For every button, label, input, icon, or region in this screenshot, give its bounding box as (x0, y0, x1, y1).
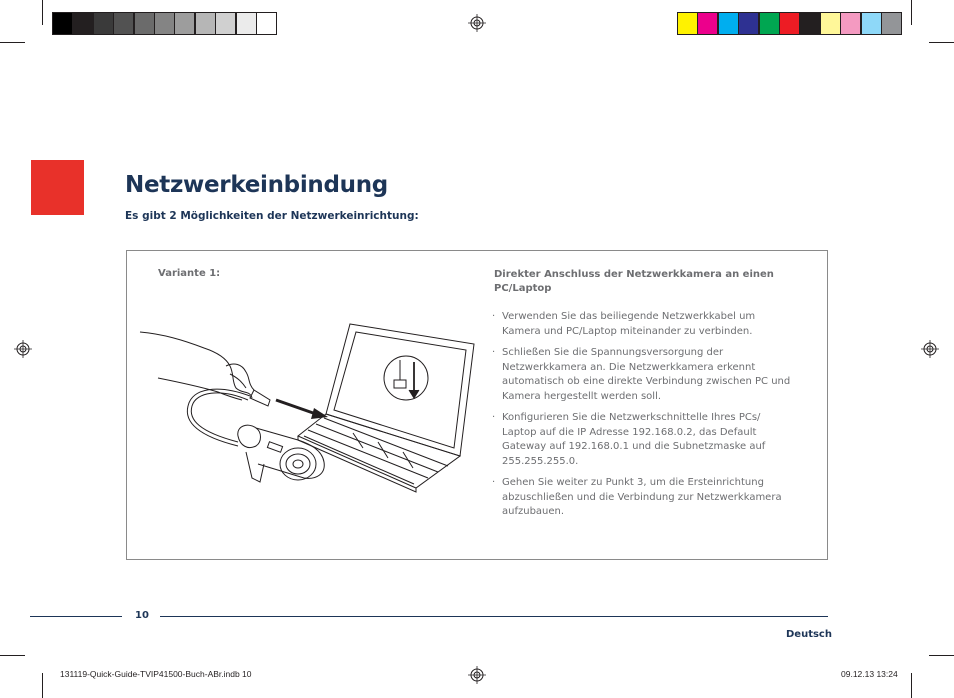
color-swatch (882, 13, 901, 34)
color-swatch (841, 13, 860, 34)
color-swatch (800, 13, 819, 34)
color-swatch (73, 13, 92, 34)
color-swatch (678, 13, 697, 34)
section-heading: Direkter Anschluss der Netzwerkkamera an einen PC/Laptop (494, 269, 774, 294)
color-swatch (53, 13, 72, 34)
bullet-marker: · (492, 347, 496, 358)
crop-mark (0, 42, 25, 43)
list-item (492, 476, 792, 520)
list-item (492, 346, 792, 404)
registration-mark-icon (468, 666, 486, 684)
color-swatch (237, 13, 256, 34)
bullet-marker: · (492, 477, 496, 488)
color-swatch (155, 13, 174, 34)
crop-mark (929, 655, 954, 656)
instruction-list (492, 310, 792, 527)
registration-mark-icon (468, 14, 486, 32)
color-swatch (94, 13, 113, 34)
color-swatch (780, 13, 799, 34)
list-item (492, 310, 792, 339)
crop-mark (42, 673, 43, 698)
slug-date: 09.12.13 13:24 (841, 669, 898, 679)
bullet-marker: · (492, 412, 496, 423)
list-item-text: Gehen Sie weiter zu Punkt 3, um die Ersteinrichtung abzuschließen und die Verbindung zur Netzwerkkamera aufzubauen. (502, 477, 782, 517)
language-label: Deutsch (786, 629, 832, 640)
footer-rule (160, 616, 828, 617)
variant-label: Variante 1: (158, 268, 221, 279)
list-item-text: Konfigurieren Sie die Netzwerkschnittelle Ihres PCs/ Laptop auf die IP Adresse 192.168.0.2, das Default Gateway auf 192.168.0.1 und die Subnetzmaske auf 255.255.255.0. (502, 412, 766, 467)
list-item-text: Schließen Sie die Spannungsversorgung der Netzwerkkamera an. Die Netzwerkkamera erkennt automatisch ob eine direkte Verbindung zwischen PC und Kamera hergestellt werden soll. (502, 347, 791, 402)
list-item (492, 411, 792, 469)
color-swatch (862, 13, 881, 34)
color-swatch (135, 13, 154, 34)
plug-in-arrow (276, 400, 328, 419)
crop-mark (42, 0, 43, 25)
crop-mark (911, 0, 912, 25)
color-swatch (821, 13, 840, 34)
crop-mark (0, 655, 25, 656)
slug-file-name: 131119-Quick-Guide-TVIP41500-Buch-ABr.indb 10 (60, 669, 252, 679)
page-subtitle: Es gibt 2 Möglichkeiten der Netzwerkeinrichtung: (125, 210, 419, 222)
crop-mark (929, 42, 954, 43)
color-swatch (257, 13, 276, 34)
cable-illustration (187, 389, 250, 446)
chapter-tab (31, 160, 84, 215)
color-swatch (698, 13, 717, 34)
bullet-marker: · (492, 311, 496, 322)
color-swatch (196, 13, 215, 34)
color-swatch (760, 13, 779, 34)
page-number: 10 (135, 610, 149, 621)
footer-rule (30, 616, 122, 617)
network-cable-icon (384, 356, 428, 400)
list-item-text: Verwenden Sie das beiliegende Netzwerkkabel um Kamera und PC/Laptop miteinander zu verbinden. (502, 311, 756, 337)
color-swatch (175, 13, 194, 34)
connection-illustration (138, 318, 478, 503)
color-swatch (216, 13, 235, 34)
color-swatch (739, 13, 758, 34)
camera-illustration (238, 425, 324, 482)
page-title: Netzwerkeinbindung (125, 172, 388, 198)
registration-mark-icon (14, 340, 32, 358)
color-swatch (719, 13, 738, 34)
color-swatch (114, 13, 133, 34)
registration-mark-icon (921, 340, 939, 358)
crop-mark (911, 673, 912, 698)
